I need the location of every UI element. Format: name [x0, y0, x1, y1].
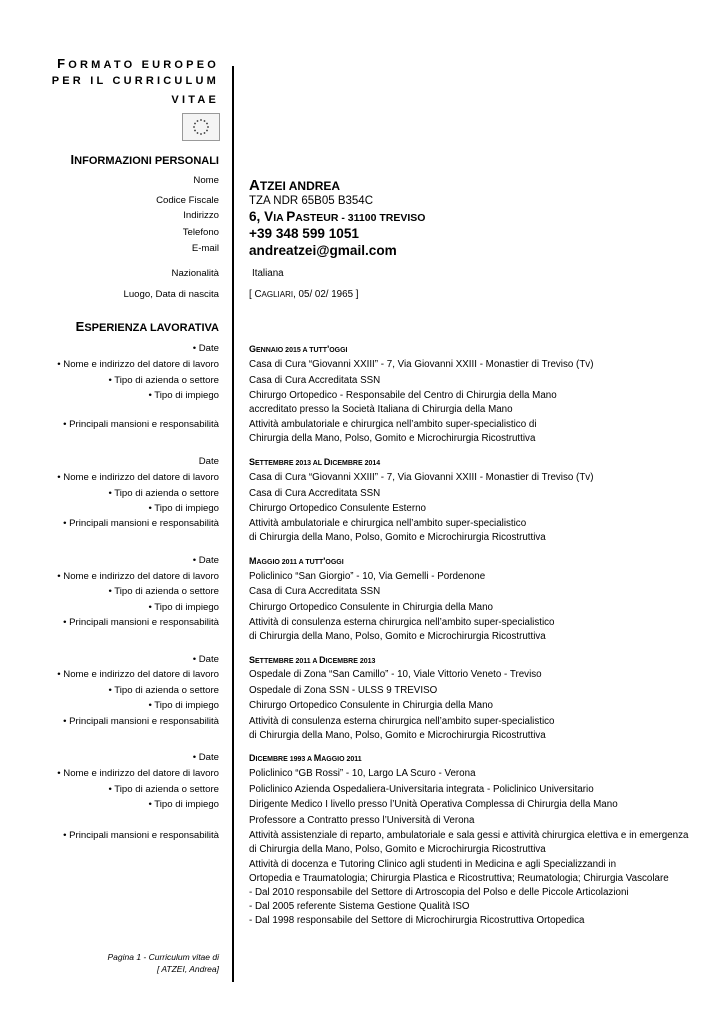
- job2-duties-line1: Attività ambulatoriale e chirurgica nell’ambito super-specialistico: [249, 518, 527, 529]
- label-date: • Date: [192, 752, 219, 763]
- date-fragment: ETTEMBRE 2013: [255, 460, 313, 467]
- job4-employer: Ospedale di Zona “San Camillo” - 10, Viale Vittorio Veneto - Treviso: [249, 669, 542, 680]
- eu-flag-icon: [182, 113, 220, 141]
- date-fragment: ICEMBRE 2014: [330, 460, 381, 467]
- job5-duties-line2: di Chirurgia della Mano, Polso, Gomito e Microchirurgia Ricostruttiva: [249, 844, 546, 855]
- job2-type: Chirurgo Ortopedico Consulente Esterno: [249, 503, 426, 514]
- label-birth: Luogo, Data di nascita: [123, 289, 219, 300]
- label-sector: • Tipo di azienda o settore: [108, 375, 219, 386]
- job1-sector: Casa di Cura Accreditata SSN: [249, 375, 381, 386]
- label-duties: • Principali mansioni e responsabilità: [63, 716, 219, 727]
- cv-title-line2: PER IL CURRICULUM: [51, 75, 219, 87]
- footer-line1: Pagina 1 - Curriculum vitae di: [107, 952, 219, 962]
- date-fragment: OGGI: [329, 347, 348, 354]
- job5-duties-line6: - Dal 2005 referente Sistema Gestione Qualità ISO: [249, 901, 470, 912]
- job1-type-line1: Chirurgo Ortopedico - Responsabile del Centro di Chirurgia della Mano: [249, 390, 557, 401]
- job1-duties-line1: Attività ambulatoriale e chirurgica nell’ambito super-specialistico di: [249, 419, 537, 430]
- label-sector: • Tipo di azienda o settore: [108, 586, 219, 597]
- job1-date: [249, 344, 348, 354]
- date-fragment: ETTEMBRE 2011: [255, 658, 313, 665]
- job3-type: Chirurgo Ortopedico Consulente in Chirurgia della Mano: [249, 602, 493, 613]
- date-fragment: A TUTT: [298, 559, 324, 566]
- vertical-divider: [232, 66, 234, 982]
- label-job-type: • Tipo di impiego: [148, 700, 219, 711]
- value-name: ATZEI ANDREA: [249, 177, 341, 194]
- job3-duties-line1: Attività di consulenza esterna chirurgica nell’ambito super-specialistico: [249, 617, 555, 628]
- label-employer: • Nome e indirizzo del datore di lavoro: [57, 359, 219, 370]
- label-date: • Date: [192, 654, 219, 665]
- label-nationality: Nazionalità: [171, 268, 219, 279]
- label-sector: • Tipo di azienda o settore: [108, 488, 219, 499]
- label-sector: • Tipo di azienda o settore: [108, 685, 219, 696]
- date-fragment: A TUTT: [302, 347, 328, 354]
- job5-duties-line3: Attività di docenza e Tutoring Clinico agli studenti in Medicina e agli Specializzandi in: [249, 859, 617, 870]
- job2-date: [249, 457, 380, 467]
- job4-date: [249, 655, 375, 665]
- job4-duties-line1: Attività di consulenza esterna chirurgica nell’ambito super-specialistico: [249, 716, 555, 727]
- date-fragment: A: [306, 756, 314, 763]
- section-personal-info: INFORMAZIONI PERSONALI: [70, 152, 219, 167]
- date-fragment: OGGI: [325, 559, 344, 566]
- job3-duties-line2: di Chirurgia della Mano, Polso, Gomito e Microchirurgia Ricostruttiva: [249, 631, 546, 642]
- job1-duties-line2: Chirurgia della Mano, Polso, Gomito e Microchirurgia Ricostruttiva: [249, 433, 536, 444]
- cv-title-line1: FORMATO EUROPEO: [57, 56, 219, 71]
- job5-type-line2: Professore a Contratto presso l’Università di Verona: [249, 815, 475, 826]
- date-fragment: D: [249, 753, 256, 763]
- date-fragment: M: [249, 556, 257, 566]
- label-employer: • Nome e indirizzo del datore di lavoro: [57, 472, 219, 483]
- value-address: 6, VIA PASTEUR - 31100 TREVISO: [249, 209, 426, 224]
- label-address: Indirizzo: [183, 210, 219, 221]
- job5-sector: Policlinico Azienda Ospedaliera-Universitaria integrata - Policlinico Universitario: [249, 784, 594, 795]
- job3-employer: Policlinico “San Giorgio” - 10, Via Gemelli - Pordenone: [249, 571, 486, 582]
- job5-duties-line7: - Dal 1998 responsabile del Settore di Microchirurgia Ricostruttiva Ortopedica: [249, 915, 585, 926]
- value-tax-code: TZA NDR 65B05 B354C: [249, 195, 374, 207]
- label-job-type: • Tipo di impiego: [148, 799, 219, 810]
- value-email[interactable]: andreatzei@gmail.com: [249, 243, 397, 258]
- value-nationality: Italiana: [252, 268, 284, 279]
- footer: [108, 951, 220, 975]
- job4-type: Chirurgo Ortopedico Consulente in Chirurgia della Mano: [249, 700, 493, 711]
- job5-employer: Policlinico “GB Rossi” - 10, Largo LA Scuro - Verona: [249, 768, 476, 779]
- cv-title-line3: VITAE: [171, 94, 219, 106]
- label-email: E-mail: [191, 243, 219, 254]
- job3-date: [249, 556, 344, 566]
- label-duties: • Principali mansioni e responsabilità: [63, 617, 219, 628]
- label-phone: Telefono: [182, 227, 219, 238]
- job5-duties-line5: - Dal 2010 responsabile del Settore di Artroscopia del Polso e delle Piccole Articolazioni: [249, 887, 629, 898]
- label-employer: • Nome e indirizzo del datore di lavoro: [57, 571, 219, 582]
- date-fragment: S: [249, 457, 256, 467]
- job5-duties-line4: Ortopedia e Traumatologia; Chirurgia Plastica e Ricostruttiva; Reumatologia; Chirurgia Vascolare: [249, 873, 669, 884]
- date-fragment: AL: [312, 460, 324, 467]
- date-fragment: D: [319, 655, 326, 665]
- job3-sector: Casa di Cura Accreditata SSN: [249, 586, 381, 597]
- date-fragment: ': [323, 556, 326, 566]
- job2-duties-line2: di Chirurgia della Mano, Polso, Gomito e Microchirurgia Ricostruttiva: [249, 532, 546, 543]
- date-fragment: ICEMBRE 2013: [325, 658, 376, 665]
- value-phone: +39 348 599 1051: [249, 226, 359, 241]
- date-fragment: G: [249, 344, 257, 354]
- label-employer: • Nome e indirizzo del datore di lavoro: [57, 669, 219, 680]
- label-date: Date: [198, 456, 219, 467]
- date-fragment: ': [327, 344, 330, 354]
- footer-line2: [ ATZEI, Andrea]: [156, 964, 219, 974]
- label-tax-code: Codice Fiscale: [156, 195, 219, 206]
- date-fragment: S: [249, 655, 256, 665]
- label-name: Nome: [193, 175, 219, 186]
- value-birth: [ CAGLIARI, 05/ 02/ 1965 ]: [249, 289, 359, 300]
- label-duties: • Principali mansioni e responsabilità: [63, 518, 219, 529]
- job5-duties-line1: Attività assistenziale di reparto, ambulatoriale e sala gessi e attività chirurgica elettiva e in emergenza: [249, 830, 689, 841]
- date-fragment: M: [313, 753, 322, 763]
- job2-sector: Casa di Cura Accreditata SSN: [249, 488, 381, 499]
- date-fragment: A: [312, 658, 320, 665]
- date-fragment: D: [323, 457, 331, 467]
- date-fragment: ENNAIO 2015: [256, 347, 303, 354]
- section-work-experience: ESPERIENZA LAVORATIVA: [75, 319, 219, 334]
- job1-type-line2: accreditato presso la Società Italiana di Chirurgia della Mano: [249, 404, 513, 415]
- date-fragment: AGGIO 2011: [256, 559, 299, 566]
- label-employer: • Nome e indirizzo del datore di lavoro: [57, 768, 219, 779]
- label-date: • Date: [192, 555, 219, 566]
- date-fragment: ICEMBRE 1993: [255, 756, 307, 763]
- job4-duties-line2: di Chirurgia della Mano, Polso, Gomito e Microchirurgia Ricostruttiva: [249, 730, 546, 741]
- label-job-type: • Tipo di impiego: [148, 602, 219, 613]
- job2-employer: Casa di Cura “Giovanni XXIII” - 7, Via Giovanni XXIII - Monastier di Treviso (Tv): [249, 472, 594, 483]
- job1-employer: Casa di Cura “Giovanni XXIII” - 7, Via Giovanni XXIII - Monastier di Treviso (Tv): [249, 359, 594, 370]
- date-fragment: AGGIO 2011: [321, 756, 362, 763]
- job5-date: [249, 753, 362, 763]
- label-date: • Date: [192, 343, 219, 354]
- label-duties: • Principali mansioni e responsabilità: [63, 830, 219, 841]
- label-duties: • Principali mansioni e responsabilità: [63, 419, 219, 430]
- label-job-type: • Tipo di impiego: [148, 503, 219, 514]
- job5-type-line1: Dirigente Medico I livello presso l’Unità Operativa Complessa di Chirurgia della Mano: [249, 799, 618, 810]
- label-job-type: • Tipo di impiego: [148, 390, 219, 401]
- job4-sector: Ospedale di Zona SSN - ULSS 9 TREVISO: [249, 685, 438, 696]
- label-sector: • Tipo di azienda o settore: [108, 784, 219, 795]
